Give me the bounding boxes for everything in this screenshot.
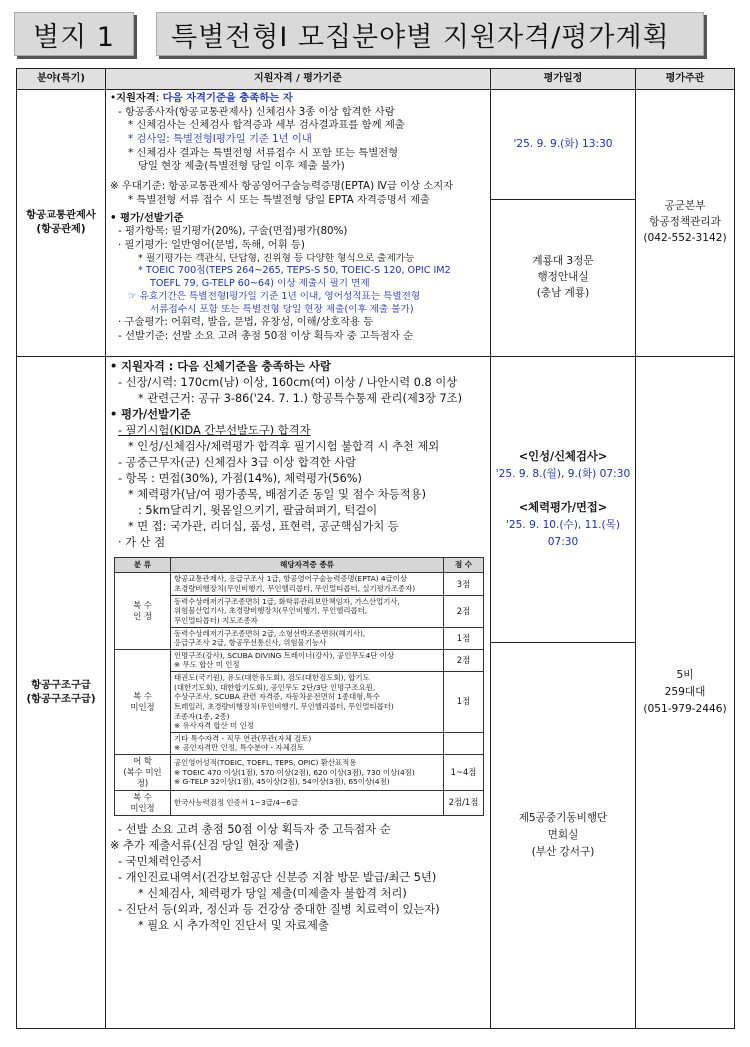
bonus-score: 1~4점 <box>444 755 484 791</box>
atc-criteria-line: 당일 현장 제출(특별전형 당일 이후 제출 불가) <box>138 160 345 173</box>
rescue-row-1 <box>17 357 735 643</box>
atc-criteria-line <box>110 92 486 106</box>
rescue-criteria-line: - 항목 : 면접(30%), 가점(14%), 체력평가(56%) <box>118 472 362 486</box>
bonus-category: 복 수 미인정 <box>115 790 171 815</box>
atc-criteria-line: • 평가/선발기준 <box>110 211 184 224</box>
rescue-after-line: * 필요 시 추가적인 진단서 및 자료제출 <box>138 918 329 932</box>
atc-criteria-line: - 항공종사자(항공교통관제사) 신체검사 3종 이상 합격한 사람 <box>118 105 395 118</box>
header-schedule: 평가일정 <box>491 69 636 90</box>
rescue-after-line: - 국민체력인증서 <box>118 854 203 868</box>
page-title: 특별전형I 모집분야별 지원자격/평가계획 <box>156 12 704 56</box>
annex-label: 별지 1 <box>14 12 134 56</box>
atc-criteria-line: TOEFL 79, G-TELP 60~64) 이상 제출시 필기 면제 <box>150 278 370 290</box>
rescue-field: 항공구조구급 (항공구조구급) <box>17 357 106 1029</box>
atc-criteria-line: ☞ 유효기간은 특별전형Ⅰ평가일 기준 1년 이내, 영어성적표는 특별전형 <box>128 290 421 302</box>
title-bar <box>14 12 704 56</box>
atc-criteria-line: ※ 우대기준: 항공교통관제사 항공영어구술능력증명(EPTA) Ⅳ급 이상 소지자 <box>110 180 454 193</box>
bonus-row <box>115 790 484 815</box>
rescue-after-line: ※ 추가 제출서류(신검 당일 현장 제출) <box>110 838 300 852</box>
atc-schedule-date: '25. 9. 9.(화) 13:30 <box>491 90 636 200</box>
atc-criteria-line: - 선발기준: 선발 소요 고려 총점 50점 이상 획득자 중 고득점자 순 <box>118 330 414 342</box>
rescue-criteria-line: * 인성/신체검사/체력평가 합격후 필기시험 불합격 시 추천 제외 <box>128 440 440 454</box>
schedule-a-date: '25. 9. 8.(월), 9.(화) 07:30 <box>495 468 631 481</box>
rescue-criteria <box>106 357 491 1029</box>
bonus-row <box>115 627 484 649</box>
atc-criteria-line: * 검사일: 특별전형Ⅰ평가일 기준 1년 이내 <box>128 133 312 146</box>
atc-eligibility-part: • <box>110 92 117 104</box>
bonus-row <box>115 573 484 595</box>
bonus-row <box>115 649 484 671</box>
atc-eligibility-part: : <box>155 92 163 104</box>
atc-criteria-line: 서류접수시 포함 또는 특별전형 당일 현장 제출(이후 제출 불가) <box>150 303 414 315</box>
header-row <box>17 69 735 90</box>
atc-criteria-line: * 특별전형 서류 접수 시 또는 특별전형 당일 EPTA 자격증명서 제출 <box>128 193 430 206</box>
atc-org: 공군본부 항공정책관리과 (042-552-3142) <box>636 90 735 357</box>
atc-schedule-place: 계룡대 3정문 행정안내실 (충남 계룡) <box>491 200 636 357</box>
schedule-a-title: <인성/신체검사> <box>518 450 608 464</box>
schedule-b-title: <체력평가/면접> <box>518 501 608 515</box>
bonus-score: 2점 <box>444 649 484 671</box>
atc-eligibility-part: 다음 자격기준을 충족하는 자 <box>162 92 293 104</box>
bonus-items: 기타 특수자격 - 직무 연관(무관(자체 검토) ※ 공인자격만 인정, 특수분야 - 자체검토 <box>171 732 444 754</box>
bonus-score: 3점 <box>444 573 484 595</box>
rescue-after-line: - 선발 소요 고려 총점 50점 이상 획득자 중 고득점자 순 <box>118 822 391 836</box>
bonus-score: 1점 <box>444 672 484 733</box>
rescue-criteria-line: : 5km달리기, 윗몸일으키기, 팔굽혀펴기, 턱걸이 <box>138 504 378 518</box>
rescue-criteria-line: - 필기시험(KIDA 간부선발도구) 합격자 <box>118 424 311 438</box>
bonus-score: 2점 <box>444 595 484 627</box>
rescue-org: 5비 259대대 (051-979-2446) <box>636 357 735 1029</box>
rescue-criteria-line: - 공중근무자(군) 신체검사 3급 이상 합격한 사람 <box>118 456 357 470</box>
rescue-after-line: - 개인진료내역서(건강보험공단 신분증 지참 방문 발급/최근 5년) <box>118 870 437 884</box>
rescue-after-line: - 진단서 등(외과, 정신과 등 건강상 중대한 질병 치료력이 있는자) <box>118 902 440 916</box>
rescue-criteria-line: * 관련근거: 공규 3-86('24. 7. 1.) 항공특수통제 관리(제3장 7조) <box>138 392 462 406</box>
atc-row-1 <box>17 90 735 200</box>
rescue-schedule-dates <box>491 357 636 643</box>
atc-field: 항공교통관제사 (항공관제) <box>17 90 106 357</box>
rescue-criteria-line: • 지원자격 : 다음 신체기준을 충족하는 사람 <box>110 360 331 373</box>
header-field: 분야(특기) <box>17 69 106 90</box>
atc-criteria-line: * TOEIC 700점(TEPS 264~265, TEPS-S 50, TOEIC-S 120, OPIC IM2 <box>138 265 451 277</box>
atc-criteria-line: * 필기평가는 객관식, 단답형, 진위형 등 다양한 형식으로 출제가능 <box>138 252 415 264</box>
bonus-category: 어 학 (복수 미인정) <box>115 755 171 791</box>
rescue-criteria-line: • 평가/선발기준 <box>110 408 191 422</box>
bonus-row <box>115 732 484 754</box>
rescue-schedule-place: 제5공중기동비행단 면회실 (부산 강서구) <box>491 643 636 1029</box>
rescue-after-line: * 신체검사, 체력평가 당일 제출(미제출자 불합격 처리) <box>138 886 407 900</box>
bonus-score: 2점/1점 <box>444 790 484 815</box>
criteria-table <box>16 68 735 1029</box>
bonus-items: 동력수상레저기구조종면허 1급, 화학류관리보안책임자, 가스산업기사, 위험물산업기사, 초경량비행장치(무인비행기, 무인헬리콥터, 무인멀티콥터) 지도조종자 <box>171 595 444 627</box>
bonus-items: 인명구조(강사), SCUBA DIVING 트레이너(강사), 공인무도4단 이상 ※ 무도 합산 미 인정 <box>171 649 444 671</box>
atc-criteria-line: * 신체검사 결과는 특별전형 서류접수 시 포함 또는 특별전형 <box>128 146 399 159</box>
rescue-criteria-line: - 신장/시력: 170cm(남) 이상, 160cm(여) 이상 / 나안시력 0.8 이상 <box>118 376 458 390</box>
atc-criteria-line: · 구술평가: 어휘력, 발음, 문법, 유창성, 이해/상호작용 등 <box>118 316 374 329</box>
header-criteria: 지원자격 / 평가기준 <box>106 69 491 90</box>
bonus-category: 복 수 인 정 <box>115 573 171 649</box>
bonus-header-category: 분 류 <box>115 558 171 573</box>
bonus-header-items: 해당자격증 종류 <box>171 558 444 573</box>
bonus-items: 한국사능력검정 인증서 1~3급/4~6급 <box>171 790 444 815</box>
bonus-score <box>444 732 484 754</box>
rescue-criteria-line: · 가 산 점 <box>118 536 166 550</box>
bonus-items: 태권도(국기원), 유도(대한유도회), 검도(대한검도회), 합기도 (대한기도회), 대한합기도회), 공인무도 2단/3단 인명구조요원, 수상구조사, SCUBA 관련 자격증, 자동차운전면허 1종대형,특수 트레일러, 초경량비행장치(무인비행기, 무인헬리콥터, 무인멀티콥터) 조종자(1종, 2종) ※ 유사자격 합산 미 인정 <box>171 672 444 733</box>
atc-criteria <box>106 90 491 357</box>
bonus-items: 항공교통관제사, 응급구조사 1급, 항공영어구술능력증명(EPTA) 4급이상 초경량비행장치(무인비행기, 무인헬리콥터, 무인멀티콥터, 실기평가조종자) <box>171 573 444 595</box>
bonus-row <box>115 755 484 791</box>
bonus-items: 공인영어성적(TOEIC, TOEFL, TEPS, OPIC) 환산표적용 ※ TOEIC 470 이상(1점), 570 이상(2점), 620 이상(3점), 730 이상(4점) ※ G-TELP 32이상(1점), 45이상(2점), 54이상(3점), 65이상(4점) <box>171 755 444 791</box>
bonus-table <box>114 557 484 815</box>
atc-criteria-line: · 필기평가: 일반영어(문법, 독해, 어휘 등) <box>118 238 305 251</box>
rescue-criteria-line: * 면 접: 국가관, 리더십, 품성, 표현력, 공군핵심가치 등 <box>128 520 399 534</box>
schedule-b-date: '25. 9. 10.(수), 11.(목) 07:30 <box>505 519 621 549</box>
bonus-row <box>115 595 484 627</box>
atc-criteria-line: * 신체검사는 신체검사 합격증과 세부 검사결과표를 함께 제출 <box>128 119 405 132</box>
rescue-criteria-line: * 체력평가(남/여 평가종목, 배점기준 동일 및 점수 차등적용) <box>128 488 426 502</box>
bonus-header-score: 점 수 <box>444 558 484 573</box>
atc-eligibility-part: 지원자격 <box>116 92 156 104</box>
header-org: 평가주관 <box>636 69 735 90</box>
bonus-category: 복 수 미인정 <box>115 649 171 754</box>
atc-criteria-line: - 평가항목: 필기평가(20%), 구술(면접)평가(80%) <box>118 225 348 238</box>
bonus-score: 1점 <box>444 627 484 649</box>
bonus-row <box>115 672 484 733</box>
bonus-items: 동력수상레저기구조종면허 2급, 소형선박조종면허(해기사), 응급구조사 2급, 항공무선통신사, 위험물기능사 <box>171 627 444 649</box>
